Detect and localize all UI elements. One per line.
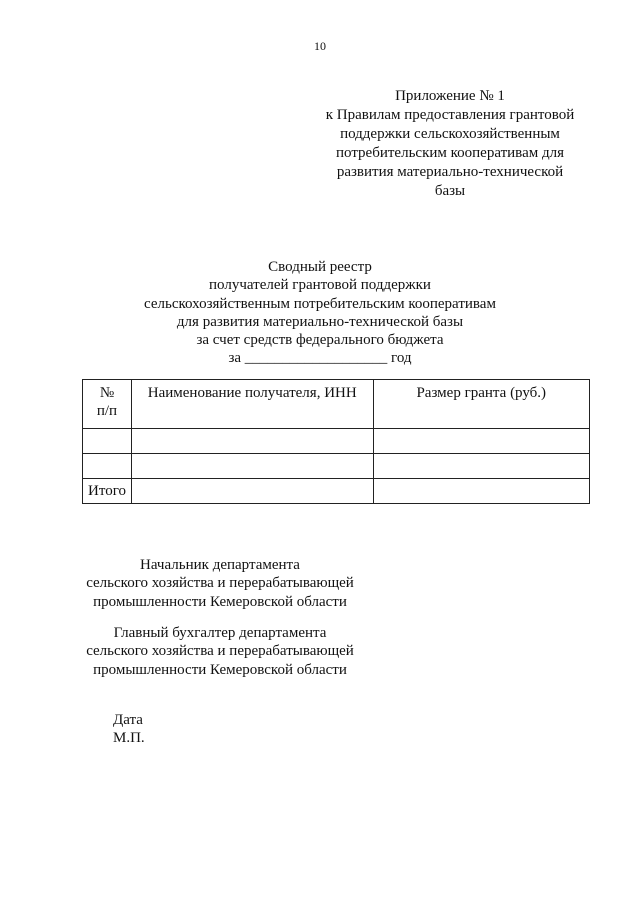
- document-title: [0, 258, 640, 368]
- table-row: [83, 454, 590, 479]
- table-cell[interactable]: [373, 454, 589, 479]
- signature-line: Главный бухгалтер департамента: [113, 625, 327, 641]
- signature-line: промышленности Кемеровской области: [93, 661, 347, 678]
- footer-block: [113, 711, 145, 747]
- title-line: Сводный реестр: [268, 259, 372, 275]
- appendix-line: поддержки сельскохозяйственным: [340, 126, 560, 142]
- table-row: [83, 429, 590, 454]
- table-cell[interactable]: [131, 429, 373, 454]
- table-cell[interactable]: [83, 429, 132, 454]
- table-cell[interactable]: [373, 479, 589, 504]
- header-number-cell: [83, 380, 132, 429]
- appendix-line: к Правилам предоставления грантовой: [325, 107, 575, 123]
- accountant-signature-block: [70, 624, 370, 679]
- title-line: сельскохозяйственным потребительским кооперативам: [144, 295, 496, 312]
- table-header-row: [83, 380, 590, 429]
- header-number-symbol: №: [99, 385, 115, 401]
- title-line: для развития материально-технической базы: [176, 313, 464, 330]
- signature-line: сельского хозяйства и перерабатывающей: [86, 643, 354, 660]
- page-number: 10: [314, 39, 326, 53]
- table-cell[interactable]: [373, 429, 589, 454]
- appendix-line: потребительским кооперативам для: [335, 145, 564, 161]
- appendix-line: базы: [434, 183, 466, 199]
- date-label: Дата: [113, 712, 143, 728]
- table-cell[interactable]: [83, 454, 132, 479]
- head-signature-block: [70, 556, 370, 611]
- total-label: Итого: [83, 479, 132, 504]
- signature-line: сельского хозяйства и перерабатывающей: [86, 575, 354, 592]
- signature-line: промышленности Кемеровской области: [93, 593, 347, 610]
- header-grant-amount: Размер гранта (руб.): [373, 380, 589, 429]
- title-line: за счет средств федерального бюджета: [196, 332, 444, 349]
- title-line: получателей грантовой поддержки: [209, 277, 431, 294]
- table-cell[interactable]: [131, 479, 373, 504]
- appendix-header: [300, 87, 600, 201]
- title-line: за ___________________ год: [228, 350, 412, 367]
- table-total-row: [83, 479, 590, 504]
- registry-table: [82, 379, 590, 504]
- table-cell[interactable]: [131, 454, 373, 479]
- header-number-label: п/п: [96, 403, 118, 419]
- stamp-label: М.П.: [113, 730, 145, 746]
- appendix-line: развития материально-технической: [336, 164, 564, 180]
- header-recipient-name: Наименование получателя, ИНН: [131, 380, 373, 429]
- signature-line: Начальник департамента: [140, 557, 300, 573]
- appendix-line: Приложение № 1: [395, 88, 505, 104]
